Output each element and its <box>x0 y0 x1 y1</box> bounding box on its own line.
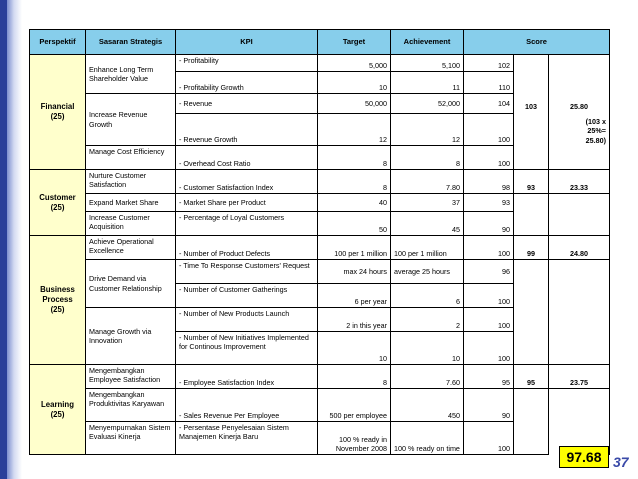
achievement: 100 per 1 million <box>391 236 464 260</box>
kpi: - Overhead Cost Ratio <box>176 146 318 170</box>
weighted-score: 23.33 <box>549 170 610 194</box>
perspective-weight: (25) <box>50 112 65 121</box>
score: 100 <box>464 284 514 308</box>
achievement: 37 <box>391 194 464 212</box>
achievement: average 25 hours <box>391 260 464 284</box>
score: 100 <box>464 308 514 332</box>
table-row <box>30 55 610 72</box>
achievement: 100 % ready on time <box>391 422 464 455</box>
header-target: Target <box>318 30 391 55</box>
score: 98 <box>464 170 514 194</box>
objective: Enhance Long Term Shareholder Value <box>86 55 176 94</box>
score: 90 <box>464 389 514 422</box>
perspective-label: Customer <box>39 192 76 202</box>
kpi: - Revenue Growth <box>176 114 318 146</box>
score: 110 <box>464 72 514 94</box>
achievement: 5,100 <box>391 55 464 72</box>
score: 100 <box>464 422 514 455</box>
avg-score: 95 <box>514 365 549 389</box>
avg-score: 103 <box>514 55 549 170</box>
avg-score-empty <box>514 389 549 455</box>
balanced-scorecard-table <box>29 29 610 455</box>
kpi: - Customer Satisfaction Index <box>176 170 318 194</box>
objective: Expand Market Share <box>86 194 176 212</box>
target: 10 <box>318 332 391 365</box>
kpi: - Persentase Penyelesaian Sistem Manajemen Kinerja Baru <box>176 422 318 455</box>
perspective-weight: (25) <box>50 202 65 212</box>
achievement: 6 <box>391 284 464 308</box>
target: 40 <box>318 194 391 212</box>
table-row <box>30 236 610 260</box>
target: 100 % ready in November 2008 <box>318 422 391 455</box>
objective: Manage Growth via Innovation <box>86 308 176 365</box>
slide-side-bar <box>0 0 22 479</box>
weighted-score-empty <box>549 194 610 236</box>
objective: Increase Revenue Growth <box>86 94 176 146</box>
achievement: 7.80 <box>391 170 464 194</box>
score: 93 <box>464 194 514 212</box>
target: 8 <box>318 365 391 389</box>
achievement: 8 <box>391 146 464 170</box>
header-row <box>30 30 610 55</box>
header-perspektif: Perspektif <box>30 30 86 55</box>
objective: Mengembangkan Produktivitas Karyawan <box>86 389 176 422</box>
page-number: 37 <box>613 454 629 470</box>
objective: Drive Demand via Customer Relationship <box>86 260 176 308</box>
target: 8 <box>318 146 391 170</box>
achievement: 12 <box>391 114 464 146</box>
total-score: 97.68 <box>559 446 609 468</box>
target: max 24 hours <box>318 260 391 284</box>
perspective-label: Business Process <box>40 285 75 305</box>
objective: Menyempurnakan Sistem Evaluasi Kinerja <box>86 422 176 455</box>
header-kpi: KPI <box>176 30 318 55</box>
kpi: - Percentage of Loyal Customers <box>176 212 318 236</box>
kpi: - Number of Product Defects <box>176 236 318 260</box>
objective: Manage Cost Efficiency <box>86 146 176 170</box>
perspective-label: Learning <box>41 399 74 409</box>
achievement: 10 <box>391 332 464 365</box>
perspective-financial <box>30 55 86 170</box>
target: 8 <box>318 170 391 194</box>
target: 50,000 <box>318 94 391 114</box>
weighted-calc: (103 x 25%= 25.80) <box>585 117 607 145</box>
achievement: 450 <box>391 389 464 422</box>
kpi: - Revenue <box>176 94 318 114</box>
target: 500 per employee <box>318 389 391 422</box>
weighted-score: 24.80 <box>549 236 610 260</box>
weighted-value: 25.80 <box>570 102 588 111</box>
kpi: - Profitability Growth <box>176 72 318 94</box>
kpi: - Sales Revenue Per Employee <box>176 389 318 422</box>
kpi: - Number of New Products Launch <box>176 308 318 332</box>
score: 95 <box>464 365 514 389</box>
perspective-weight: (25) <box>50 409 65 419</box>
target: 50 <box>318 212 391 236</box>
perspective-business-process <box>30 236 86 365</box>
score: 104 <box>464 94 514 114</box>
score: 96 <box>464 260 514 284</box>
achievement: 52,000 <box>391 94 464 114</box>
achievement: 2 <box>391 308 464 332</box>
score: 100 <box>464 332 514 365</box>
score: 100 <box>464 236 514 260</box>
perspective-customer <box>30 170 86 236</box>
table-row <box>30 170 610 194</box>
kpi: - Number of New Initiatives Implemented for Continous Improvement <box>176 332 318 365</box>
score: 102 <box>464 55 514 72</box>
achievement: 7.60 <box>391 365 464 389</box>
target: 5,000 <box>318 55 391 72</box>
weighted-score: 23.75 <box>549 365 610 389</box>
header-sasaran: Sasaran Strategis <box>86 30 176 55</box>
table-row <box>30 260 610 284</box>
perspective-weight: (25) <box>50 304 65 314</box>
avg-score: 99 <box>514 236 549 260</box>
target: 2 in this year <box>318 308 391 332</box>
weighted-score <box>549 55 610 170</box>
kpi: - Profitability <box>176 55 318 72</box>
weighted-score-empty <box>549 389 610 455</box>
objective: Achieve Operational Excellence <box>86 236 176 260</box>
header-achievement: Achievement <box>391 30 464 55</box>
kpi: - Market Share per Product <box>176 194 318 212</box>
header-score: Score <box>464 30 610 55</box>
perspective-label: Financial <box>40 102 75 112</box>
achievement: 45 <box>391 212 464 236</box>
weighted-score-empty <box>549 260 610 365</box>
target: 10 <box>318 72 391 94</box>
kpi: - Time To Response Customers' Request <box>176 260 318 284</box>
achievement: 11 <box>391 72 464 94</box>
objective: Nurture Customer Satisfaction <box>86 170 176 194</box>
target: 12 <box>318 114 391 146</box>
avg-score-empty <box>514 260 549 365</box>
table-row <box>30 389 610 422</box>
objective: Mengembangkan Employee Satisfaction <box>86 365 176 389</box>
table-row <box>30 365 610 389</box>
score: 90 <box>464 212 514 236</box>
table-row <box>30 194 610 212</box>
target: 100 per 1 million <box>318 236 391 260</box>
kpi: - Employee Satisfaction Index <box>176 365 318 389</box>
kpi: - Number of Customer Gatherings <box>176 284 318 308</box>
score: 100 <box>464 146 514 170</box>
perspective-learning <box>30 365 86 455</box>
avg-score-empty <box>514 194 549 236</box>
avg-score: 93 <box>514 170 549 194</box>
objective: Increase Customer Acquisition <box>86 212 176 236</box>
target: 6 per year <box>318 284 391 308</box>
score: 100 <box>464 114 514 146</box>
